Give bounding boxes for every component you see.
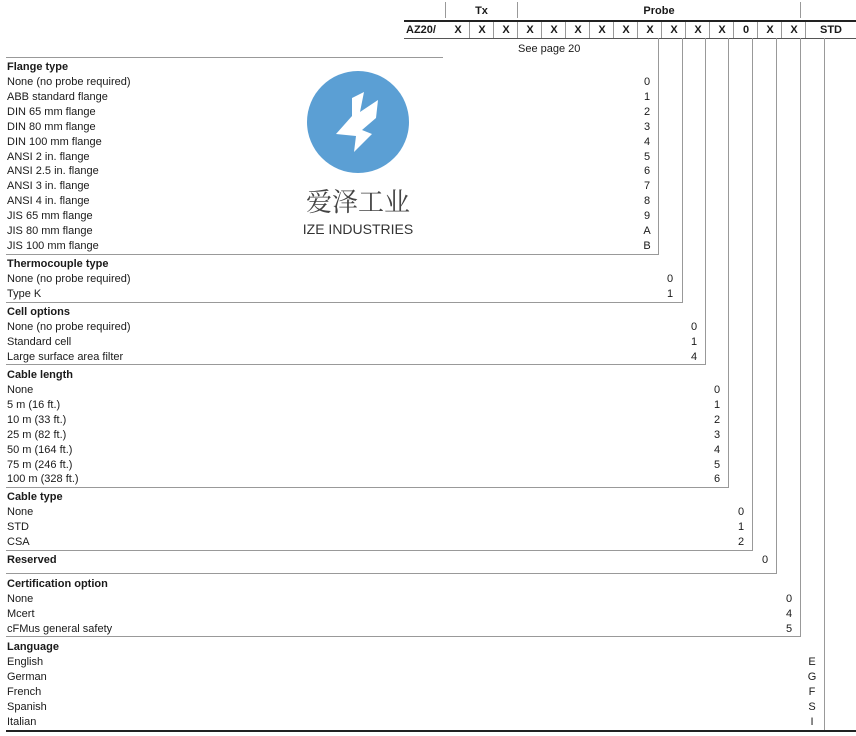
cell-option-code: 1 <box>690 336 698 348</box>
cable-length-option-code: 4 <box>713 444 721 456</box>
thermocouple-option-code: 1 <box>666 288 674 300</box>
thermocouple-bottom-rule <box>6 302 683 303</box>
code-position-11: X <box>694 24 702 36</box>
tx-group-label: Tx <box>475 5 488 17</box>
cable-length-option-label: 10 m (33 ft.) <box>7 414 67 426</box>
code-position-2: X <box>478 24 486 36</box>
certification-option-label: cFMus general safety <box>7 623 113 635</box>
code-separator <box>757 22 758 38</box>
code-position-5: X <box>550 24 558 36</box>
model-prefix: AZ20/ <box>406 24 436 36</box>
cable-type-option-code: 1 <box>737 521 745 533</box>
certification-bottom-rule <box>6 636 801 637</box>
code-position-15: X <box>790 24 798 36</box>
certification-column-rule <box>800 38 801 636</box>
code-position-1: X <box>454 24 462 36</box>
code-position-9: X <box>646 24 654 36</box>
thermocouple-section-title: Thermocouple type <box>7 258 109 270</box>
cable-length-option-code: 1 <box>713 399 721 411</box>
certification-option-code: 4 <box>785 608 793 620</box>
flange-option-label: DIN 65 mm flange <box>7 106 96 118</box>
cable-length-option-code: 2 <box>713 414 721 426</box>
flange-option-label: None (no probe required) <box>7 76 131 88</box>
code-position-12: X <box>718 24 726 36</box>
code-position-8: X <box>622 24 630 36</box>
language-option-label: German <box>7 671 47 683</box>
code-position-7: X <box>598 24 606 36</box>
cable-type-section-title: Cable type <box>7 491 63 503</box>
certification-option-label: Mcert <box>7 608 35 620</box>
language-column-rule <box>824 38 825 730</box>
flange-option-code: 8 <box>643 195 651 207</box>
flange-option-code: 3 <box>643 121 651 133</box>
language-option-code: F <box>808 686 816 698</box>
certification-option-label: None <box>7 593 34 605</box>
flange-option-code: 2 <box>643 106 651 118</box>
language-option-label: French <box>7 686 42 698</box>
cable-length-option-label: 50 m (164 ft.) <box>7 444 73 456</box>
code-separator <box>469 22 470 38</box>
probe-group-right-rule <box>800 2 801 18</box>
reserved-code: 0 <box>761 554 769 566</box>
code-separator <box>685 22 686 38</box>
flange-option-label: JIS 100 mm flange <box>7 240 99 252</box>
language-option-code: E <box>808 656 816 668</box>
flange-option-code: 1 <box>643 91 651 103</box>
cable-type-option-code: 0 <box>737 506 745 518</box>
cable-length-option-code: 3 <box>713 429 721 441</box>
flange-option-label: ABB standard flange <box>7 91 108 103</box>
code-position-3: X <box>502 24 510 36</box>
flange-option-code: 0 <box>643 76 651 88</box>
cable-type-bottom-rule <box>6 550 753 551</box>
cell-option-code: 4 <box>690 351 698 363</box>
flange-option-code: 5 <box>643 151 651 163</box>
cell-option-label: Standard cell <box>7 336 72 348</box>
code-position-4: X <box>526 24 534 36</box>
flange-option-code: B <box>643 240 651 252</box>
code-separator <box>541 22 542 38</box>
probe-group-label: Probe <box>643 5 675 17</box>
brand-name-cn: 爱泽工业 <box>305 188 410 218</box>
code-position-13: 0 <box>742 24 750 36</box>
flange-option-label: DIN 100 mm flange <box>7 136 102 148</box>
language-option-code: S <box>808 701 816 713</box>
language-option-label: Italian <box>7 716 37 728</box>
header-bottom-rule <box>404 38 856 39</box>
thermocouple-option-label: None (no probe required) <box>7 273 131 285</box>
cable-length-option-label: 25 m (82 ft.) <box>7 429 67 441</box>
cell-bottom-rule <box>6 364 706 365</box>
language-option-code: I <box>810 716 814 728</box>
cell-column-rule <box>705 38 706 364</box>
cable-length-option-label: 75 m (246 ft.) <box>7 459 73 471</box>
reserved-column-rule <box>776 38 777 573</box>
code-separator <box>733 22 734 38</box>
code-separator <box>517 22 518 38</box>
code-separator <box>589 22 590 38</box>
thermocouple-option-label: Type K <box>7 288 42 300</box>
flange-option-label: ANSI 2 in. flange <box>7 151 90 163</box>
see-page-note: See page 20 <box>518 43 581 55</box>
certification-option-code: 0 <box>785 593 793 605</box>
cable-type-option-label: STD <box>7 521 29 533</box>
cable-type-option-code: 2 <box>737 536 745 548</box>
flange-option-code: 6 <box>643 165 651 177</box>
flange-option-label: DIN 80 mm flange <box>7 121 96 133</box>
certification-section-title: Certification option <box>7 578 108 590</box>
cable-length-option-code: 6 <box>713 473 721 485</box>
flange-section-title: Flange type <box>7 61 69 73</box>
code-separator <box>781 22 782 38</box>
flange-option-label: JIS 65 mm flange <box>7 210 93 222</box>
flange-option-code: 9 <box>643 210 651 222</box>
cable-length-option-label: None <box>7 384 34 396</box>
brand-logo-icon <box>306 70 410 174</box>
table-bottom-rule <box>6 730 856 732</box>
certification-option-code: 5 <box>785 623 793 635</box>
flange-bottom-rule <box>6 254 659 255</box>
code-position-14: X <box>766 24 774 36</box>
code-separator <box>661 22 662 38</box>
language-section-title: Language <box>7 641 59 653</box>
thermocouple-column-rule <box>682 38 683 302</box>
language-option-label: Spanish <box>7 701 47 713</box>
flange-option-code: 7 <box>643 180 651 192</box>
flange-option-label: ANSI 4 in. flange <box>7 195 90 207</box>
language-option-label: English <box>7 656 44 668</box>
code-position-16: STD <box>820 24 842 36</box>
cell-option-code: 0 <box>690 321 698 333</box>
cable-type-option-label: CSA <box>7 536 30 548</box>
cable-length-section-title: Cable length <box>7 369 74 381</box>
cable-length-option-label: 5 m (16 ft.) <box>7 399 61 411</box>
cell-option-label: Large surface area filter <box>7 351 124 363</box>
flange-option-label: ANSI 3 in. flange <box>7 180 90 192</box>
cable-length-option-code: 5 <box>713 459 721 471</box>
cable-length-column-rule <box>728 38 729 487</box>
brand-logo <box>306 70 410 174</box>
cable-length-bottom-rule <box>6 487 729 488</box>
cable-type-option-label: None <box>7 506 34 518</box>
cell-section-title: Cell options <box>7 306 70 318</box>
code-position-6: X <box>574 24 582 36</box>
code-position-10: X <box>670 24 678 36</box>
language-option-code: G <box>807 671 817 683</box>
code-separator <box>709 22 710 38</box>
flange-column-rule <box>658 38 659 254</box>
cable-type-column-rule <box>752 38 753 550</box>
code-separator <box>493 22 494 38</box>
header-top-rule <box>404 20 856 22</box>
code-separator <box>637 22 638 38</box>
code-separator <box>613 22 614 38</box>
code-separator <box>565 22 566 38</box>
cable-length-option-code: 0 <box>713 384 721 396</box>
flange-option-code: 4 <box>643 136 651 148</box>
reserved-bottom-rule <box>6 573 777 574</box>
brand-name-en: IZE INDUSTRIES <box>302 221 414 237</box>
cable-length-option-label: 100 m (328 ft.) <box>7 473 79 485</box>
reserved-section-title: Reserved <box>7 554 57 566</box>
flange-option-label: ANSI 2.5 in. flange <box>7 165 99 177</box>
flange-option-code: A <box>643 225 651 237</box>
flange-option-label: JIS 80 mm flange <box>7 225 93 237</box>
thermocouple-option-code: 0 <box>666 273 674 285</box>
code-separator <box>805 22 806 38</box>
flange-top-rule <box>6 57 443 58</box>
cell-option-label: None (no probe required) <box>7 321 131 333</box>
